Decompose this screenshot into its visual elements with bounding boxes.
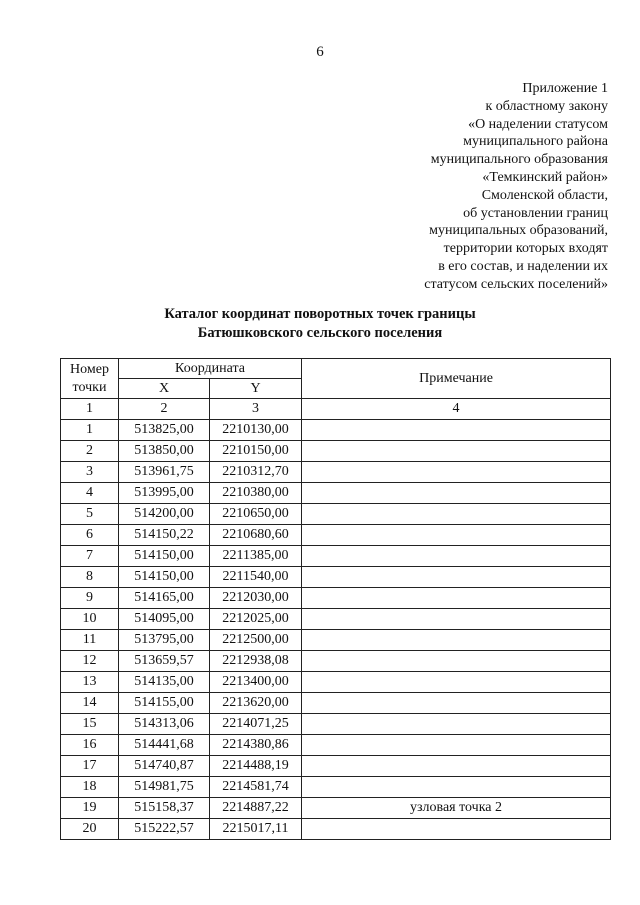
note-cell (302, 525, 611, 546)
appendix-line: «Темкинский район» (482, 169, 608, 185)
point-number-cell: 7 (61, 546, 119, 567)
point-number-cell: 19 (61, 798, 119, 819)
point-number-cell: 18 (61, 777, 119, 798)
document-title (0, 305, 640, 343)
x-coordinate-cell: 514135,00 (119, 672, 210, 693)
table-row (61, 798, 611, 819)
note-cell (302, 735, 611, 756)
y-coordinate-cell: 2214071,25 (210, 714, 302, 735)
point-number-cell: 5 (61, 504, 119, 525)
x-coordinate-cell: 513825,00 (119, 420, 210, 441)
y-coordinate-cell: 2214488,19 (210, 756, 302, 777)
table-row (61, 588, 611, 609)
x-coordinate-cell: 513795,00 (119, 630, 210, 651)
appendix-line: территории которых входят (443, 241, 608, 257)
y-coordinate-cell: 2215017,11 (210, 819, 302, 840)
column-index: 1 (61, 399, 119, 420)
x-coordinate-cell: 514150,00 (119, 567, 210, 588)
appendix-line: муниципального района (463, 134, 608, 150)
x-coordinate-cell: 515222,57 (119, 819, 210, 840)
x-coordinate-cell: 514155,00 (119, 693, 210, 714)
x-coordinate-cell: 513659,57 (119, 651, 210, 672)
point-number-cell: 1 (61, 420, 119, 441)
appendix-line: статусом сельских поселений» (424, 276, 608, 292)
point-number-cell: 6 (61, 525, 119, 546)
table-row (61, 756, 611, 777)
y-coordinate-cell: 2210380,00 (210, 483, 302, 504)
table-row (61, 441, 611, 462)
column-index: 2 (119, 399, 210, 420)
note-cell (302, 588, 611, 609)
x-coordinate-cell: 514200,00 (119, 504, 210, 525)
y-coordinate-cell: 2214380,86 (210, 735, 302, 756)
note-cell (302, 546, 611, 567)
y-coordinate-cell: 2213620,00 (210, 693, 302, 714)
column-index: 3 (210, 399, 302, 420)
appendix-header (424, 80, 608, 294)
point-number-cell: 17 (61, 756, 119, 777)
point-number-cell: 12 (61, 651, 119, 672)
appendix-line: муниципального образования (430, 152, 608, 168)
note-cell (302, 567, 611, 588)
appendix-line: в его состав, и наделении их (438, 258, 608, 274)
y-coordinate-cell: 2212030,00 (210, 588, 302, 609)
table-row (61, 777, 611, 798)
appendix-line: муниципальных образований, (429, 223, 608, 239)
point-number-cell: 10 (61, 609, 119, 630)
note-cell (302, 651, 611, 672)
x-coordinate-cell: 515158,37 (119, 798, 210, 819)
title-line-2: Батюшковского сельского поселения (197, 325, 443, 341)
point-number-cell: 9 (61, 588, 119, 609)
table-row (61, 630, 611, 651)
header-coordinate: Координата (119, 359, 302, 379)
point-number-cell: 3 (61, 462, 119, 483)
point-number-cell: 11 (61, 630, 119, 651)
x-coordinate-cell: 514313,06 (119, 714, 210, 735)
y-coordinate-cell: 2210650,00 (210, 504, 302, 525)
appendix-line: Приложение 1 (522, 81, 608, 96)
y-coordinate-cell: 2210680,60 (210, 525, 302, 546)
table-row (61, 819, 611, 840)
header-note: Примечание (302, 359, 611, 399)
point-number-cell: 2 (61, 441, 119, 462)
y-coordinate-cell: 2212500,00 (210, 630, 302, 651)
y-coordinate-cell: 2212025,00 (210, 609, 302, 630)
note-cell (302, 483, 611, 504)
x-coordinate-cell: 514441,68 (119, 735, 210, 756)
x-coordinate-cell: 514095,00 (119, 609, 210, 630)
title-line-1: Каталог координат поворотных точек границы (164, 306, 476, 322)
note-cell (302, 504, 611, 525)
y-coordinate-cell: 2210150,00 (210, 441, 302, 462)
coordinates-table (60, 358, 611, 840)
point-number-cell: 13 (61, 672, 119, 693)
note-cell (302, 672, 611, 693)
x-coordinate-cell: 514165,00 (119, 588, 210, 609)
note-cell (302, 420, 611, 441)
y-coordinate-cell: 2212938,08 (210, 651, 302, 672)
note-cell (302, 462, 611, 483)
y-coordinate-cell: 2210130,00 (210, 420, 302, 441)
table-row (61, 483, 611, 504)
header-point-number: Номер точки (61, 359, 119, 399)
point-number-cell: 4 (61, 483, 119, 504)
x-coordinate-cell: 514150,00 (119, 546, 210, 567)
appendix-line: «О наделении статусом (468, 116, 608, 132)
x-coordinate-cell: 514981,75 (119, 777, 210, 798)
y-coordinate-cell: 2211540,00 (210, 567, 302, 588)
x-coordinate-cell: 513961,75 (119, 462, 210, 483)
table-row (61, 462, 611, 483)
appendix-line: к областному закону (485, 98, 608, 114)
note-cell (302, 714, 611, 735)
note-cell (302, 693, 611, 714)
note-cell (302, 756, 611, 777)
point-number-cell: 14 (61, 693, 119, 714)
y-coordinate-cell: 2214887,22 (210, 798, 302, 819)
table-row (61, 651, 611, 672)
point-number-cell: 15 (61, 714, 119, 735)
note-cell (302, 819, 611, 840)
x-coordinate-cell: 513995,00 (119, 483, 210, 504)
point-number-cell: 20 (61, 819, 119, 840)
y-coordinate-cell: 2211385,00 (210, 546, 302, 567)
x-coordinate-cell: 514150,22 (119, 525, 210, 546)
page-number: 6 (316, 44, 324, 60)
header-y: Y (210, 379, 302, 399)
table-row (61, 420, 611, 441)
y-coordinate-cell: 2213400,00 (210, 672, 302, 693)
table-row (61, 672, 611, 693)
column-index: 4 (302, 399, 611, 420)
note-cell (302, 777, 611, 798)
table-row (61, 546, 611, 567)
note-cell: узловая точка 2 (302, 798, 611, 819)
x-coordinate-cell: 514740,87 (119, 756, 210, 777)
x-coordinate-cell: 513850,00 (119, 441, 210, 462)
table-row (61, 525, 611, 546)
y-coordinate-cell: 2214581,74 (210, 777, 302, 798)
note-cell (302, 609, 611, 630)
table-row (61, 609, 611, 630)
point-number-cell: 8 (61, 567, 119, 588)
note-cell (302, 441, 611, 462)
y-coordinate-cell: 2210312,70 (210, 462, 302, 483)
table-row (61, 693, 611, 714)
note-cell (302, 630, 611, 651)
appendix-line: об установлении границ (463, 205, 608, 221)
header-x: X (119, 379, 210, 399)
table-row (61, 735, 611, 756)
table-row (61, 504, 611, 525)
point-number-cell: 16 (61, 735, 119, 756)
appendix-line: Смоленской области, (481, 187, 608, 203)
table-row (61, 567, 611, 588)
table-row (61, 714, 611, 735)
